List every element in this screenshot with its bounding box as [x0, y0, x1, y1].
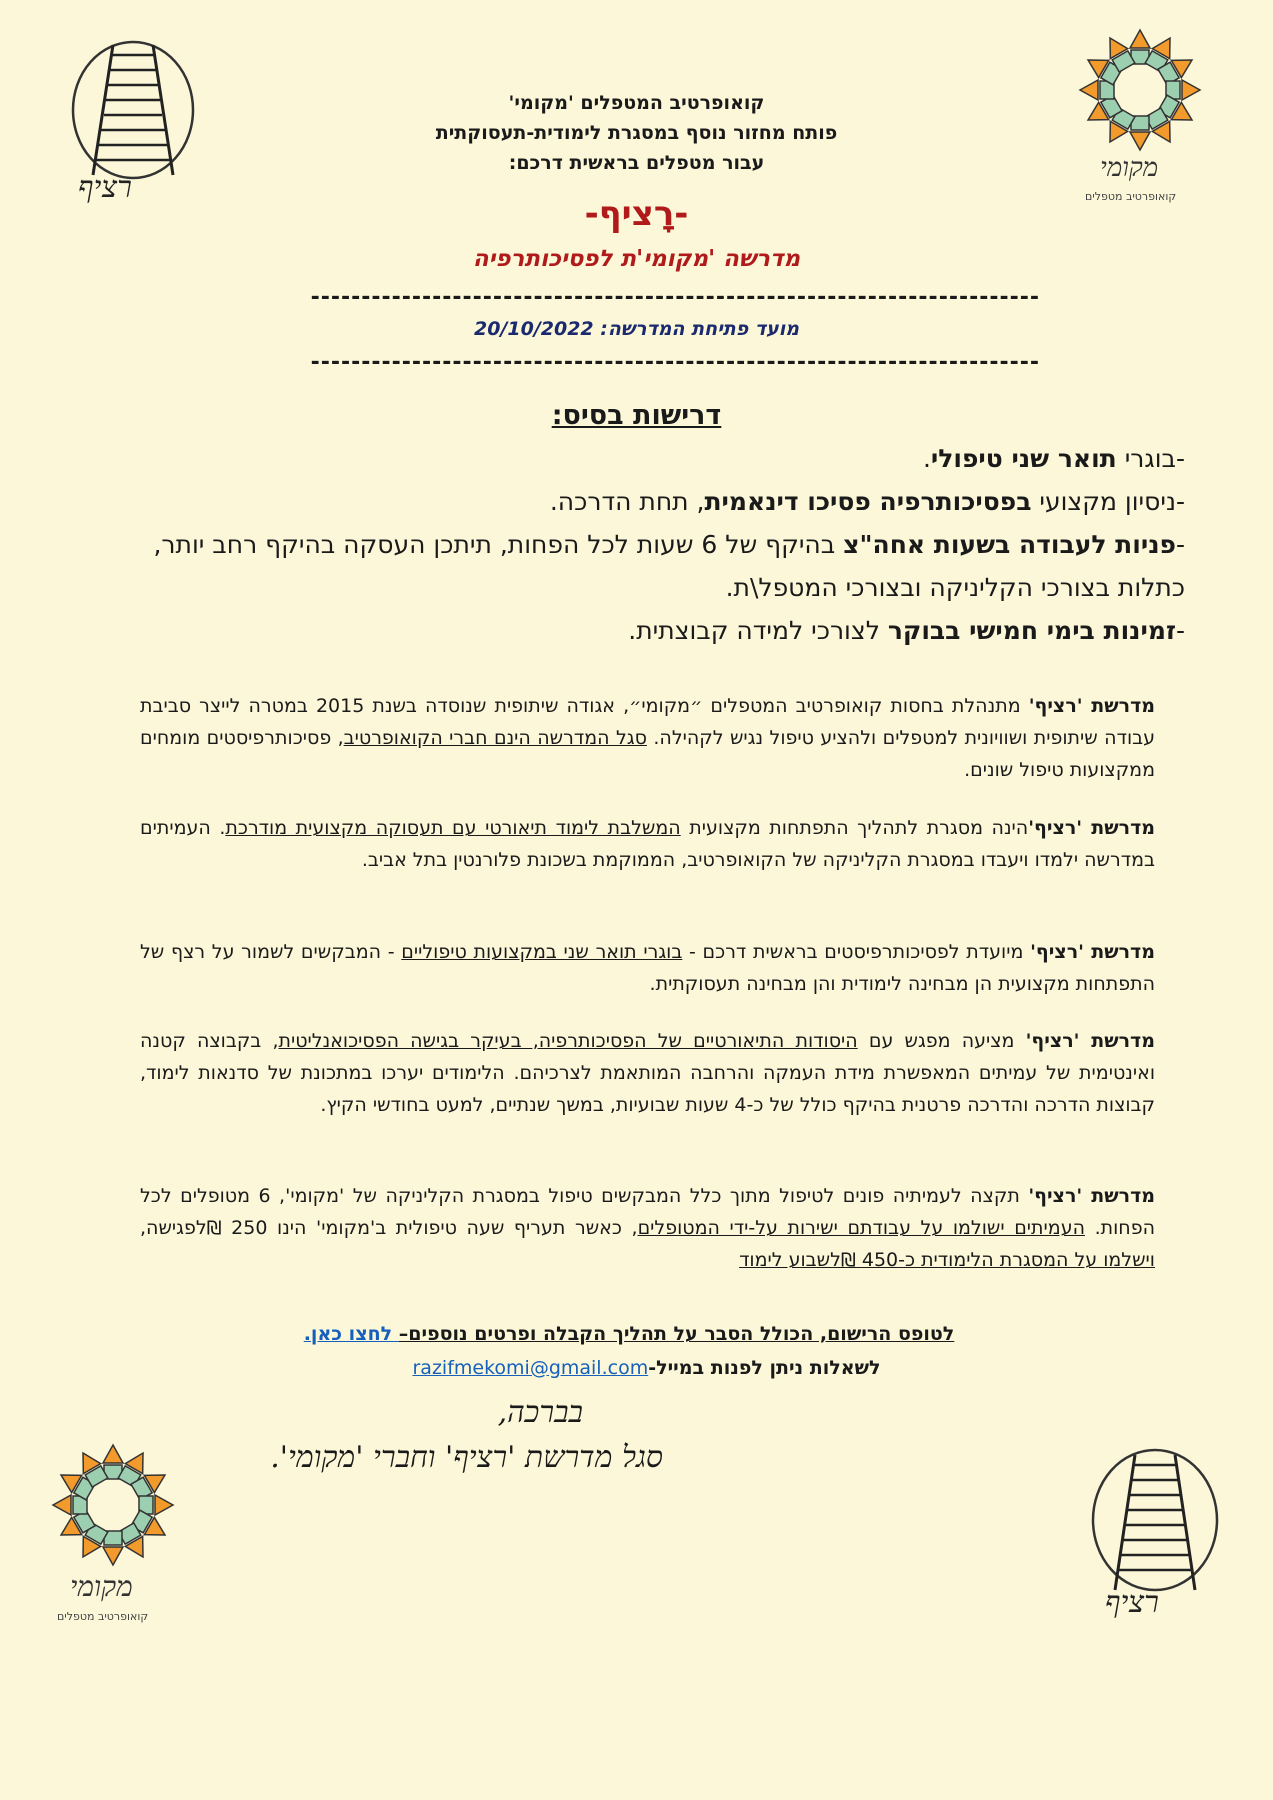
registration-link[interactable]: לחצו כאן. — [303, 1323, 399, 1345]
paragraph-4: מדרשת 'רציף' מציעה מפגש עם היסודות התיאורטיים של הפסיכותרפיה, בעיקר בגישה הפסיכואנליטית, בקבוצה קטנה ואינטימית של עמיתים המאפשרת מידת העמקה והרחבה המותאמת לצרכיהם. הלימודים יערכו במתכונת של סדנאות לימוד, קבוצות הדרכה והדרכה פרטנית בהיקף כולל של כ-4 שעות שבועיות, במשך שנתיים, למעט בחודשי הקיץ. — [140, 1030, 1155, 1116]
paragraph-3: מדרשת 'רציף' מיועדת לפסיכותרפיסטים בראשית דרכם - בוגרי תואר שני במקצועות טיפוליים - המבקשים לשמור על רצף של התפתחות מקצועית הן מבחינה לימודית והן מבחינה תעסוקתית. — [140, 941, 1155, 995]
mekomi-logo-label: מקומי — [1100, 153, 1159, 183]
mekomi-logo-label: מקומי — [70, 1570, 133, 1603]
requirement-item: -ניסיון מקצועי בפסיכותרפיה פסיכו דינאמית, תחת הדרכה. — [549, 487, 1185, 516]
requirement-item: -בוגרי תואר שני טיפולי. — [922, 444, 1185, 473]
signoff-signature: סגל מדרשת 'רציף' וחברי 'מקומי'. — [270, 1440, 663, 1475]
opening-date: מועד פתיחת המדרשה: 20/10/2022 — [474, 318, 799, 340]
contact-email-link[interactable]: razifmekomi@gmail.com — [412, 1357, 649, 1379]
header-line-2: פותח מחזור נוסף במסגרת לימודית-תעסוקתית — [435, 122, 838, 144]
registration-text: לטופס הרישום, הכולל הסבר על תהליך הקבלה ופרטים נוספים– — [398, 1323, 955, 1345]
requirements-heading: דרישות בסיס: — [551, 400, 722, 431]
requirement-item: -פניות לעבודה בשעות אחה"צ בהיקף של 6 שעות לכל הפחות, תיתכן העסקה בהיקף רחב יותר, כתלות בצורכי הקליניקה ובצורכי המטפל\ת. — [153, 530, 1185, 602]
paragraph-1: מדרשת 'רציף' מתנהלת בחסות קואופרטיב המטפלים ״מקומי״, אגודה שיתופית שנוסדה בשנת 2015 במטרה לייצר סביבת עבודה שיתופית ושוויונית למטפלים ולהציע טיפול נגיש לקהילה. סגל המדרשה הינם חברי הקואופרטיב, פסיכותרפיסטים מומחים ממקצועות טיפול שונים. — [140, 695, 1155, 781]
page-subtitle: מדרשה 'מקומי'ת לפסיכותרפיה — [472, 246, 801, 272]
registration-line — [200, 1323, 1058, 1345]
header-line-3: עבור מטפלים בראשית דרכם: — [508, 152, 765, 174]
razif-logo-label: רציף — [1105, 1585, 1159, 1620]
requirement-item: -זמינות בימי חמישי בבוקר לצורכי למידה קבוצתית. — [628, 616, 1185, 645]
razif-logo-bottom-right — [1080, 1440, 1230, 1630]
page-title: -רָציף- — [584, 194, 689, 234]
requirements-list — [105, 437, 1185, 652]
mekomi-logo-sublabel: קואופרטיב מטפלים — [57, 1610, 149, 1623]
signoff-greeting: בברכה, — [497, 1395, 583, 1430]
paragraph-2: מדרשת 'רציף'הינה מסגרת לתהליך התפתחות מקצועית המשלבת לימוד תיאורטי עם תעסוקה מקצועית מודרכת. העמיתים במדרשה ילמדו ויעבדו במסגרת הקליניקה של הקואופרטיב, הממוקמת בשכונת פלורנטין בתל אביב. — [140, 817, 1155, 871]
razif-logo-label: רציף — [78, 170, 132, 205]
mekomi-logo-sublabel: קואופרטיב מטפלים — [1085, 190, 1177, 203]
divider-top: ------------------------------------------------------------------------ — [310, 285, 1040, 310]
paragraph-5: מדרשת 'רציף' תקצה לעמיתיה פונים לטיפול מתוך כלל המבקשים טיפול במסגרת הקליניקה של 'מקומי', 6 מטופלים לכל הפחות. העמיתים ישולמו על עבודתם ישירות על-ידי המטופלים, כאשר תעריף שעה טיפולית ב'מקומי' הינו 250 ₪לפגישה, וישלמו על המסגרת הלימודית כ-450 ₪לשבוע לימוד — [140, 1185, 1156, 1271]
divider-bottom: ------------------------------------------------------------------------ — [310, 350, 1040, 375]
contact-text: לשאלות ניתן לפנות במייל- — [648, 1357, 881, 1379]
contact-line — [300, 1357, 993, 1379]
header-line-1: קואופרטיב המטפלים 'מקומי' — [508, 92, 765, 114]
mekomi-logo-bottom-left — [45, 1435, 185, 1635]
